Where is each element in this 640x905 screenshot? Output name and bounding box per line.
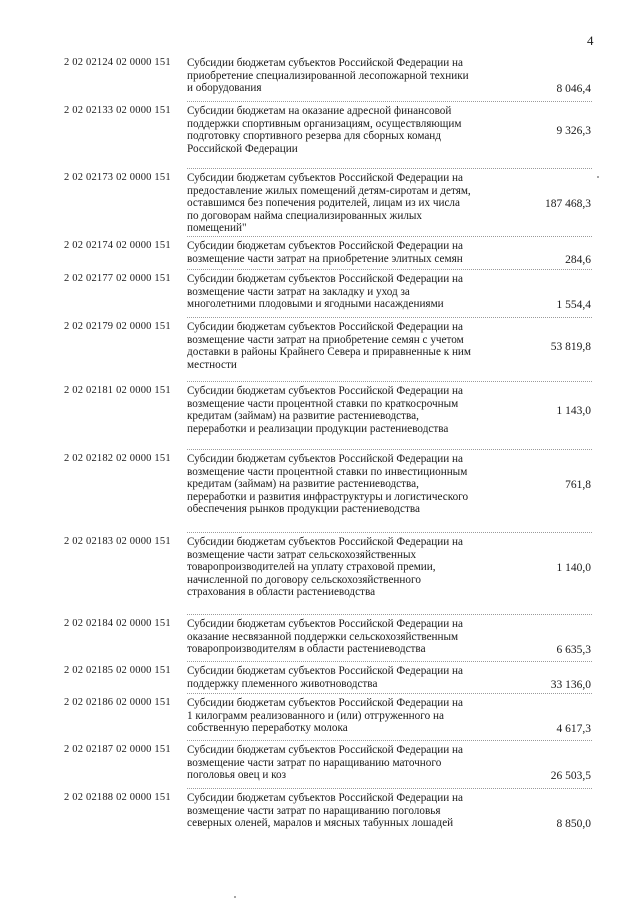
description-line: предоставление жилых помещений детям-сиротам и детям, xyxy=(187,184,471,197)
description-line: приобретение специализированной лесопожарной техники xyxy=(187,69,469,82)
description-line: Субсидии бюджетам субъектов Российской Федерации на xyxy=(187,618,463,630)
description-line: переработки и реализации продукции растениеводства xyxy=(187,422,449,435)
subsidy-description xyxy=(187,273,493,311)
budget-code: 2 02 02179 02 0000 151 xyxy=(64,321,171,332)
subsidy-description xyxy=(187,618,493,656)
row-separator xyxy=(187,788,592,789)
scan-speck xyxy=(597,176,599,178)
row-separator xyxy=(187,661,592,662)
amount-value: 1 140,0 xyxy=(556,562,591,574)
row-separator xyxy=(187,449,592,450)
row-separator xyxy=(187,740,592,741)
description-line: Субсидии бюджетам субъектов Российской Федерации на xyxy=(187,321,463,333)
description-line: Субсидии бюджетам субъектов Российской Федерации на xyxy=(187,665,463,677)
description-line: поголовья овец и коз xyxy=(187,769,287,781)
budget-code: 2 02 02183 02 0000 151 xyxy=(64,536,171,547)
subsidy-description xyxy=(187,744,493,782)
amount-value: 187 468,3 xyxy=(545,198,591,210)
subsidy-description xyxy=(187,697,493,735)
subsidy-description xyxy=(187,57,493,95)
description-line: кредитам (займам) на развитие растениеводства, xyxy=(187,478,419,490)
description-line: Субсидии бюджетам субъектов Российской Федерации на xyxy=(187,273,463,285)
budget-code: 2 02 02187 02 0000 151 xyxy=(64,744,171,755)
description-line: по договорам найма специализированных жилых xyxy=(187,209,423,222)
budget-code: 2 02 02182 02 0000 151 xyxy=(64,453,171,464)
description-line: страхования в области растениеводства xyxy=(187,586,376,598)
description-line: возмещение части затрат по наращиванию поголовья xyxy=(187,804,441,817)
amount-value: 6 635,3 xyxy=(556,644,591,656)
description-line: начисленной по договору сельскохозяйственного xyxy=(187,573,421,586)
budget-code: 2 02 02188 02 0000 151 xyxy=(64,792,171,803)
description-line: кредитам (займам) на развитие растениеводства, xyxy=(187,410,419,422)
description-line: Субсидии бюджетам субъектов Российской Федерации на xyxy=(187,172,463,184)
row-separator xyxy=(187,532,592,533)
amount-value: 9 326,3 xyxy=(556,125,591,137)
subsidy-description xyxy=(187,536,493,599)
subsidy-description xyxy=(187,240,493,265)
description-line: возмещение части затрат на приобретение семян с учетом xyxy=(187,333,464,346)
description-line: возмещение части затрат по наращиванию маточного xyxy=(187,756,442,769)
description-line: Субсидии бюджетам субъектов Российской Федерации на xyxy=(187,57,463,69)
description-line: обеспечения рынков продукции растениеводства xyxy=(187,503,420,515)
amount-value: 26 503,5 xyxy=(550,770,591,782)
amount-value: 284,6 xyxy=(565,253,591,266)
description-line: Субсидии бюджетам на оказание адресной финансовой xyxy=(187,105,452,117)
amount-value: 33 136,0 xyxy=(550,678,591,691)
budget-code: 2 02 02185 02 0000 151 xyxy=(64,665,171,676)
description-line: поддержки спортивным организациям, осуществляющим xyxy=(187,117,462,130)
budget-code: 2 02 02174 02 0000 151 xyxy=(64,240,171,251)
description-line: поддержку племенного животноводства xyxy=(187,677,378,690)
row-separator xyxy=(187,693,592,694)
amount-value: 53 819,8 xyxy=(550,341,591,353)
description-line: местности xyxy=(187,358,237,371)
subsidy-description xyxy=(187,105,493,155)
description-line: товаропроизводителей на уплату страховой премии, xyxy=(187,561,436,573)
scan-speck xyxy=(234,896,236,898)
description-line: возмещение части процентной ставки по краткосрочным xyxy=(187,397,459,410)
budget-code: 2 02 02186 02 0000 151 xyxy=(64,697,171,708)
page-number: 4 xyxy=(587,33,594,48)
description-line: Субсидии бюджетам субъектов Российской Федерации на xyxy=(187,385,463,397)
description-line: помещений" xyxy=(187,222,247,234)
amount-value: 761,8 xyxy=(565,479,591,491)
description-line: возмещение части затрат сельскохозяйственных xyxy=(187,548,417,561)
description-line: оказание несвязанной поддержки сельскохозяйственным xyxy=(187,630,459,643)
budget-code: 2 02 02133 02 0000 151 xyxy=(64,105,171,116)
amount-value: 1 554,4 xyxy=(556,299,591,311)
description-line: возмещение части затрат на закладку и уход за xyxy=(187,285,410,298)
subsidy-description xyxy=(187,321,493,371)
description-line: товаропроизводителям в области растениеводства xyxy=(187,643,426,655)
row-separator xyxy=(187,381,592,382)
subsidy-description xyxy=(187,172,493,235)
amount-value: 4 617,3 xyxy=(556,723,591,735)
description-line: Российской Федерации xyxy=(187,142,298,155)
description-line: подготовку спортивного резерва для сборных команд xyxy=(187,130,441,142)
amount-value: 8 046,4 xyxy=(556,83,591,95)
description-line: 1 килограмм реализованного и (или) отгруженного на xyxy=(187,709,444,722)
budget-code: 2 02 02124 02 0000 151 xyxy=(64,57,171,68)
description-line: доставки в районы Крайнего Севера и приравненные к ним xyxy=(187,346,471,358)
description-line: многолетними плодовыми и ягодными насаждениями xyxy=(187,298,444,310)
budget-code: 2 02 02184 02 0000 151 xyxy=(64,618,171,629)
description-line: Субсидии бюджетам субъектов Российской Федерации на xyxy=(187,453,463,465)
description-line: Субсидии бюджетам субъектов Российской Федерации на xyxy=(187,792,463,804)
row-separator xyxy=(187,614,592,615)
description-line: северных оленей, маралов и мясных табунных лошадей xyxy=(187,817,454,829)
description-line: переработки и развития инфраструктуры и логистического xyxy=(187,490,469,503)
subsidy-description xyxy=(187,385,493,435)
row-separator xyxy=(187,168,592,169)
row-separator xyxy=(187,317,592,318)
description-line: Субсидии бюджетам субъектов Российской Федерации на xyxy=(187,697,463,709)
description-line: собственную переработку молока xyxy=(187,722,348,734)
budget-code: 2 02 02173 02 0000 151 xyxy=(64,172,171,183)
description-line: оставшимся без попечения родителей, лицам из их числа xyxy=(187,197,460,209)
description-line: и оборудования xyxy=(187,82,262,94)
budget-code: 2 02 02177 02 0000 151 xyxy=(64,273,171,284)
amount-value: 1 143,0 xyxy=(556,405,591,417)
description-line: Субсидии бюджетам субъектов Российской Федерации на xyxy=(187,536,463,548)
description-line: возмещение части процентной ставки по инвестиционным xyxy=(187,465,468,478)
description-line: возмещение части затрат на приобретение элитных семян xyxy=(187,252,463,265)
subsidy-description xyxy=(187,453,493,516)
description-line: Субсидии бюджетам субъектов Российской Федерации на xyxy=(187,744,463,756)
row-separator xyxy=(187,236,592,237)
row-separator xyxy=(187,269,592,270)
subsidy-description xyxy=(187,665,493,690)
row-separator xyxy=(187,101,592,102)
budget-code: 2 02 02181 02 0000 151 xyxy=(64,385,171,396)
amount-value: 8 850,0 xyxy=(556,818,591,830)
description-line: Субсидии бюджетам субъектов Российской Федерации на xyxy=(187,240,463,252)
subsidy-description xyxy=(187,792,493,830)
